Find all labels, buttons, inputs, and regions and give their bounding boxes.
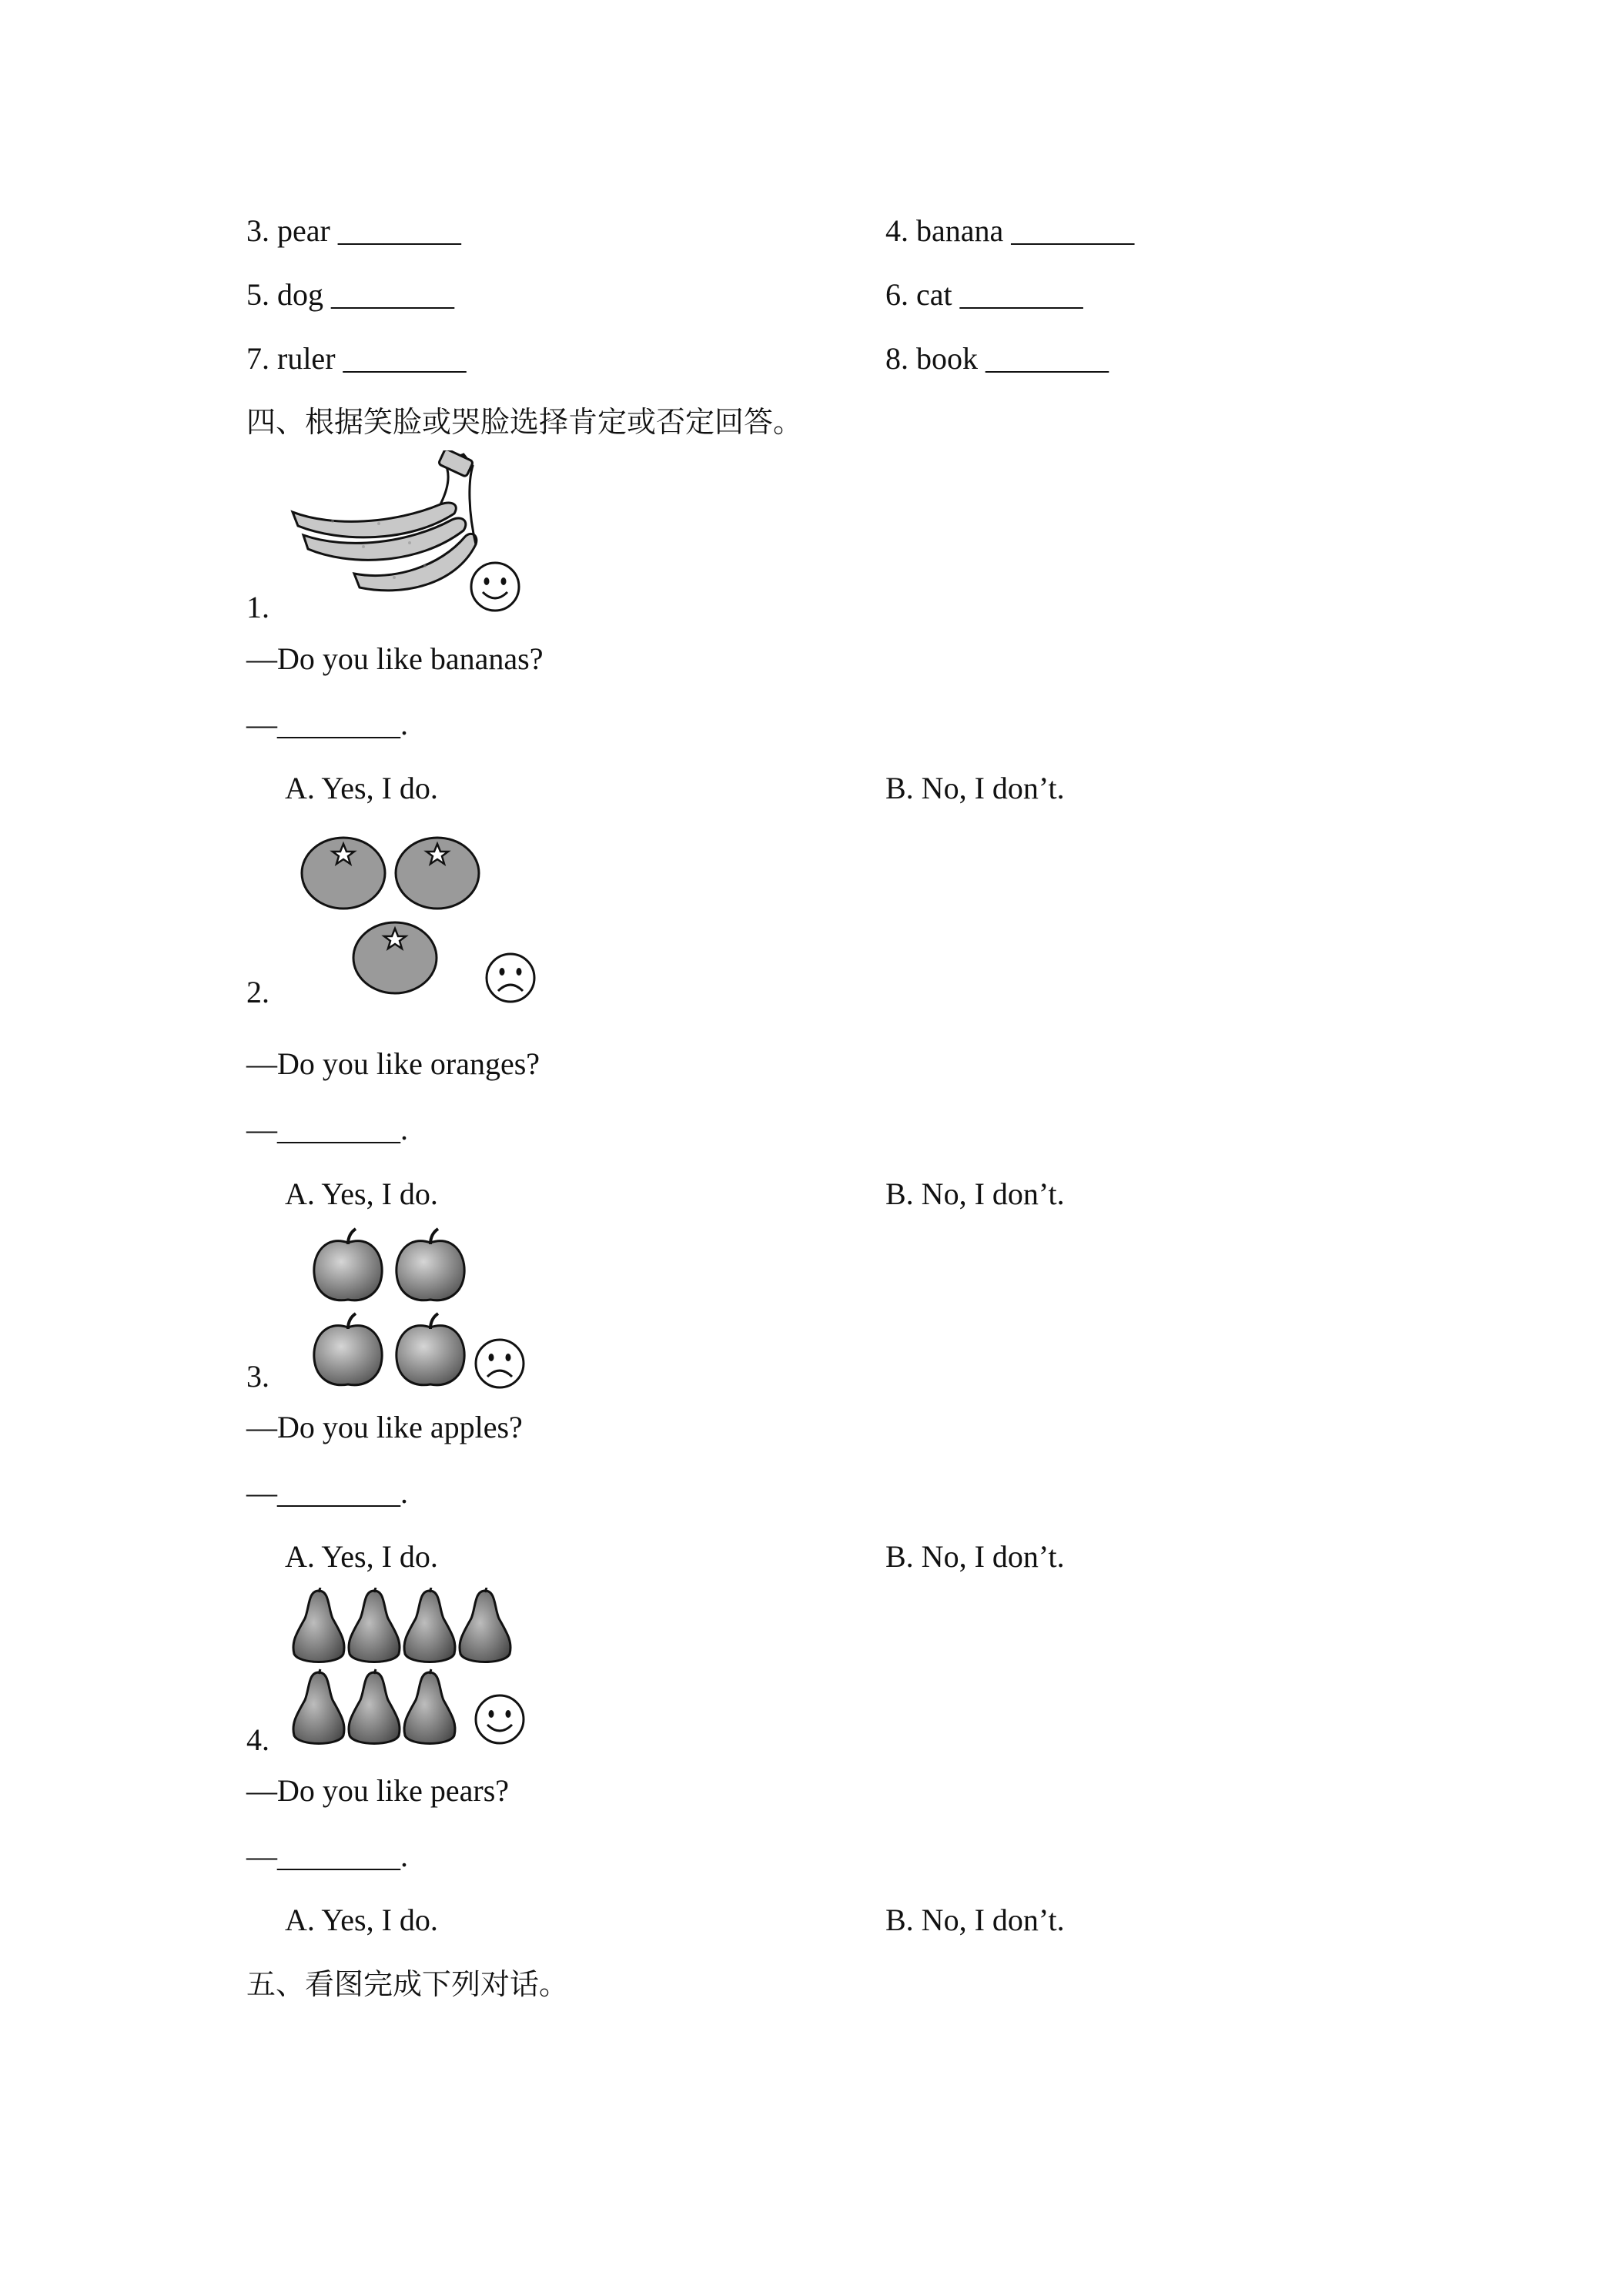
section-4-title: 四、根据笑脸或哭脸选择肯定或否定回答。: [246, 405, 803, 439]
question-2-answer-blank: —________.: [246, 1112, 408, 1146]
question-2-text: —Do you like oranges?: [246, 1046, 540, 1081]
smiley-face-icon: [468, 560, 522, 614]
question-4-number: 4.: [246, 1722, 269, 1757]
question-1-text: —Do you like bananas?: [246, 641, 544, 676]
vocab-item-pear: 3. pear ________: [246, 213, 461, 248]
vocab-item-dog: 5. dog ________: [246, 277, 454, 312]
vocab-item-book: 8. book ________: [885, 341, 1109, 376]
frowny-face-icon: [484, 951, 537, 1005]
question-2-option-b: B. No, I don’t.: [885, 1176, 1065, 1211]
question-3-answer-blank: —________.: [246, 1475, 408, 1510]
question-2-option-a: A. Yes, I do.: [285, 1176, 438, 1211]
question-4-answer-blank: —________.: [246, 1839, 408, 1873]
question-2-number: 2.: [246, 975, 269, 1009]
vocab-item-banana: 4. banana ________: [885, 213, 1135, 248]
vocab-item-ruler: 7. ruler ________: [246, 341, 467, 376]
section-5-title: 五、看图完成下列对话。: [246, 1967, 569, 2001]
frowny-face-icon: [473, 1337, 527, 1391]
question-1-option-a: A. Yes, I do.: [285, 771, 438, 805]
question-1-answer-blank: —________.: [246, 707, 408, 741]
apples-illustration: [311, 1226, 473, 1391]
question-1-option-b: B. No, I don’t.: [885, 771, 1065, 805]
question-1-number: 1.: [246, 590, 269, 624]
question-3-text: —Do you like apples?: [246, 1410, 523, 1444]
question-3-number: 3.: [246, 1359, 269, 1394]
question-4-option-a: A. Yes, I do.: [285, 1903, 438, 1937]
question-3-option-b: B. No, I don’t.: [885, 1539, 1065, 1574]
question-3-option-a: A. Yes, I do.: [285, 1539, 438, 1574]
smiley-face-icon: [473, 1692, 527, 1746]
oranges-illustration: [299, 833, 484, 1002]
question-4-text: —Do you like pears?: [246, 1773, 510, 1808]
question-4-option-b: B. No, I don’t.: [885, 1903, 1065, 1937]
vocab-item-cat: 6. cat ________: [885, 277, 1083, 312]
